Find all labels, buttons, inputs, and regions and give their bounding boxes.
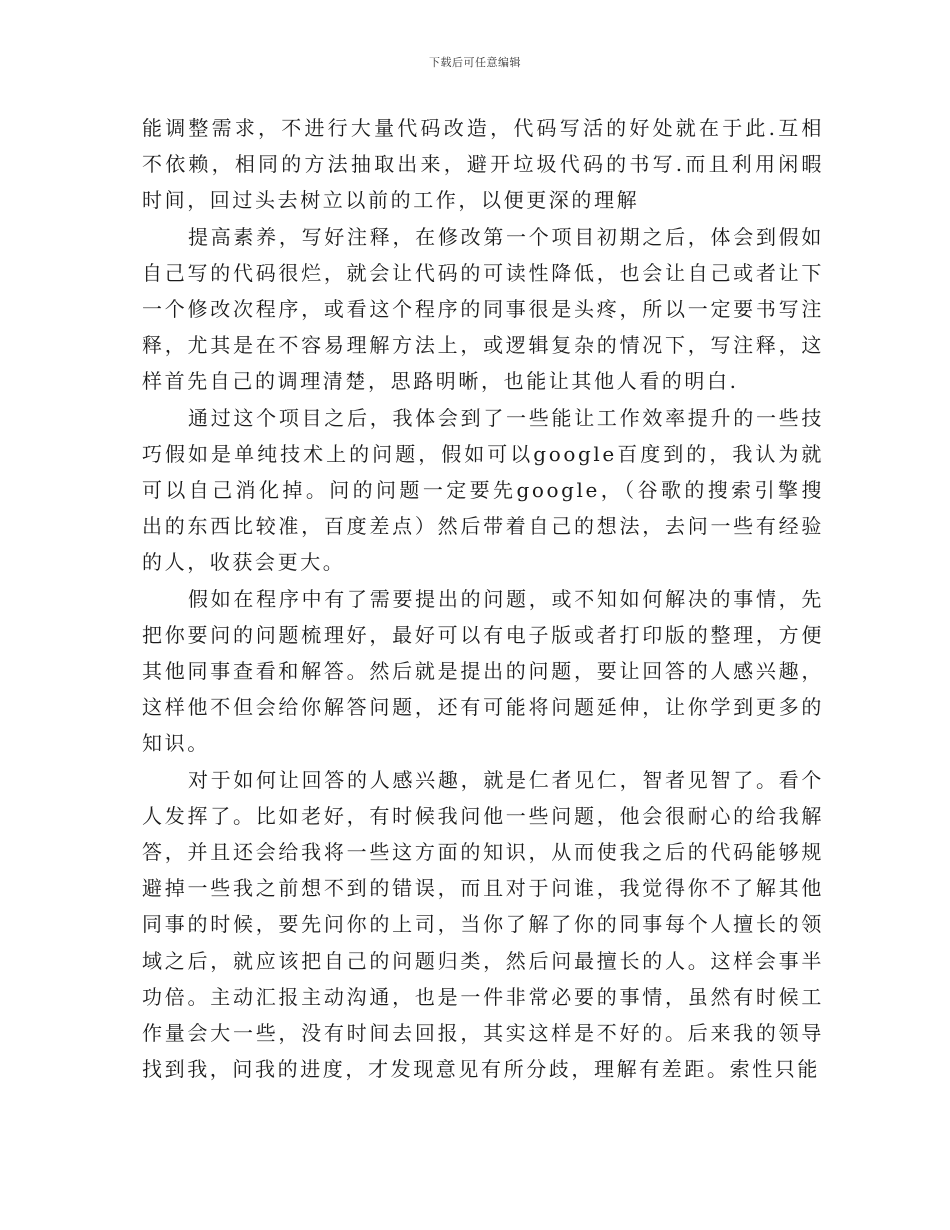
document-body (142, 110, 824, 1087)
paragraph-2: 提高素养，写好注释，在修改第一个项目初期之后，体会到假如自己写的代码很烂，就会让代码的可读性降低，也会让自己或者让下一个修改次程序，或看这个程序的同事很是头疼，所以一定要书写注释，尤其是在不容易理解方法上，或逻辑复杂的情况下，写注释，这样首先自己的调理清楚，思路明晰，也能让其他人看的明白. (142, 224, 824, 394)
paragraph-5: 对于如何让回答的人感兴趣，就是仁者见仁，智者见智了。看个人发挥了。比如老好，有时候我问他一些问题，他会很耐心的给我解答，并且还会给我将一些这方面的知识，从而使我之后的代码能够规避掉一些我之前想不到的错误，而且对于问谁，我觉得你不了解其他同事的时候，要先问你的上司，当你了解了你的同事每个人擅长的领域之后，就应该把自己的问题归类，然后问最擅长的人。这样会事半功倍。主动汇报主动沟通，也是一件非常必要的事情，虽然有时候工作量会大一些，没有时间去回报，其实这样是不好的。后来我的领导找到我，问我的进度，才发现意见有所分歧，理解有差距。索性只能 (142, 767, 824, 1082)
paragraph-1: 能调整需求，不进行大量代码改造，代码写活的好处就在于此.互相不依赖，相同的方法抽取出来，避开垃圾代码的书写.而且利用闲暇时间，回过头去树立以前的工作，以便更深的理解 (142, 116, 824, 213)
paragraph-3: 通过这个项目之后，我体会到了一些能让工作效率提升的一些技巧假如是单纯技术上的问题，假如可以google百度到的，我认为就可以自己消化掉。问的问题一定要先google，（谷歌的搜索引擎搜出的东西比较准，百度差点）然后带着自己的想法，去问一些有经验的人，收获会更大。 (142, 405, 824, 575)
paragraph-4: 假如在程序中有了需要提出的问题，或不知如何解决的事情，先把你要问的问题梳理好，最好可以有电子版或者打印版的整理，方便其他同事查看和解答。然后就是提出的问题，要让回答的人感兴趣，这样他不但会给你解答问题，还有可能将问题延伸，让你学到更多的知识。 (142, 586, 824, 756)
page-header: 下载后可任意编辑 (429, 56, 521, 69)
